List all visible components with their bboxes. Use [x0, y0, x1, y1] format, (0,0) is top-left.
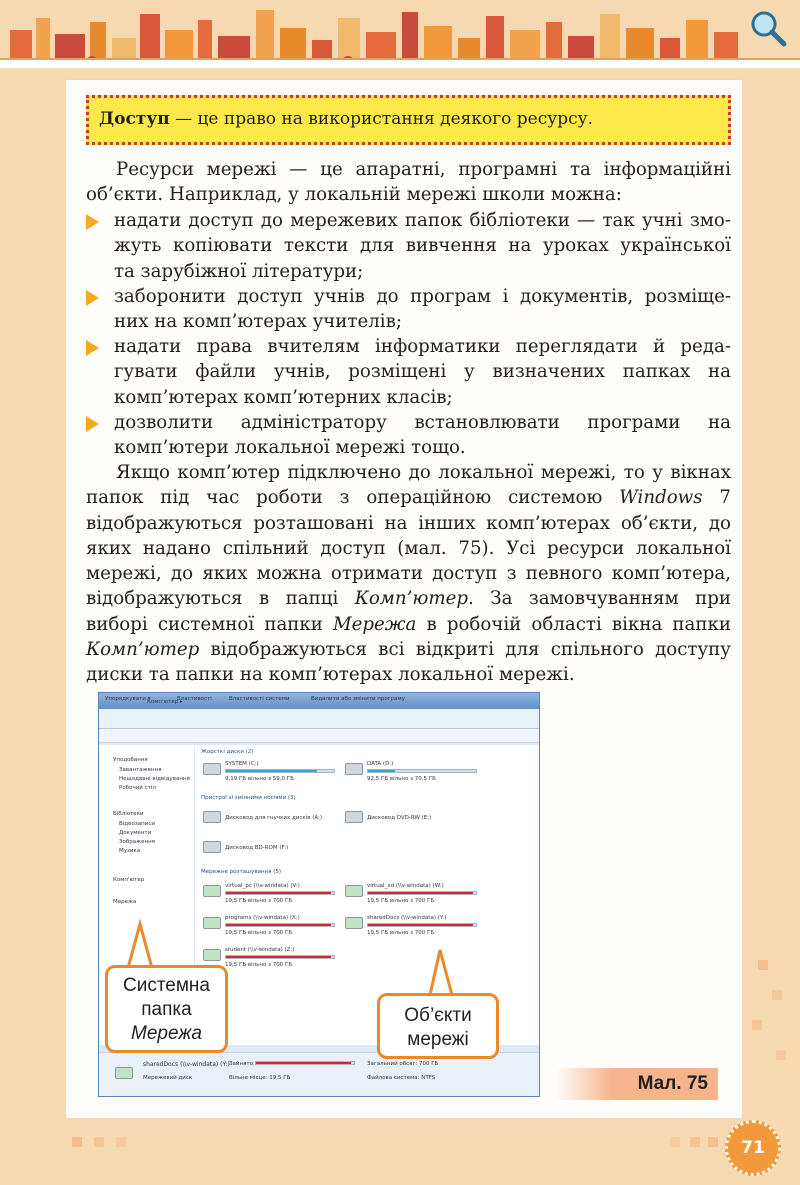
network-drive-label: student (\\v-windata) (Z:): [225, 947, 295, 953]
callout-line: папка: [141, 999, 192, 1020]
bullet-3-line-1: надати права вчителям інформатики переглядати й реда-: [114, 336, 731, 357]
bullet-1-line-2: жуть копіювати тексти для вивчення на уроках української: [114, 235, 731, 257]
callout-line: Об’єкти: [404, 1005, 472, 1026]
network-drive-label: virtual_pc (\\v-windata) (V:): [225, 883, 300, 889]
drive-free: 9,19 ГБ вільно з 59,0 ГБ: [225, 776, 294, 782]
decor-square: [94, 1137, 104, 1147]
decor-square: [670, 1137, 680, 1147]
nav-item: Мережа: [113, 899, 137, 905]
nav-item: Музика: [119, 848, 141, 854]
drive-label: SYSTEM (C:): [225, 761, 259, 767]
decor-square: [752, 1020, 762, 1030]
callout-line: Системна: [122, 975, 210, 996]
nav-item: Зображення: [119, 839, 155, 845]
page-number-badge: 71: [725, 1120, 781, 1176]
network-drive-free: 19,5 ГБ вільно з 700 ГБ: [367, 930, 435, 936]
drive-label: DATA (D:): [367, 761, 394, 767]
network-drive-free: 19,5 ГБ вільно з 700 ГБ: [225, 962, 293, 968]
bullet-2-line-1: заборонити доступ учнів до програм і документів, розміще-: [114, 286, 731, 307]
status-fs: Файлова система: NTFS: [367, 1075, 436, 1081]
decor-square: [772, 990, 782, 1000]
folder-computer: Комп’ютер: [354, 588, 469, 610]
nav-item: Уподобання: [113, 757, 148, 763]
toolbar-item: Упорядкувати ▾: [105, 696, 151, 702]
figure-caption: Мал. 75: [556, 1068, 718, 1100]
status-total: Загальний обсяг: 700 ГБ: [367, 1061, 439, 1067]
nav-item: Бібліотеки: [113, 811, 144, 817]
network-drive-label: programs (\\v-windata) (X:): [225, 915, 300, 921]
network-drive-free: 19,5 ГБ вільно з 700 ГБ: [225, 898, 293, 904]
bullet-3-line-2: гувати файли учнів, розміщені у визначених папках на: [114, 361, 731, 383]
nav-item: Відеозаписи: [119, 821, 155, 827]
callout-network-objects: [377, 993, 499, 1059]
nav-item: Нещодавні відвідування: [119, 776, 190, 782]
connector-right: [430, 950, 452, 995]
callout-system-folder: [105, 965, 228, 1053]
status-used: Зайнято:: [229, 1061, 255, 1067]
para-text-1: Якщо комп’ютер підключено до локальної мережі, то у вікнах папок під час роботи з операційною системою: [86, 462, 731, 509]
bullet-1-line-1: надати доступ до мережевих папок бібліотеки — так учні змо-: [114, 210, 731, 231]
para-text-4: в робочій області вікна папки: [416, 613, 731, 635]
decor-square: [776, 1050, 786, 1060]
network-drive-label: sharedDocs (\\v-windata) (Y:): [367, 915, 447, 921]
intro-line-2: об’єкти. Наприклад, у локальній мережі школи можна:: [86, 184, 622, 206]
bullet-1-line-3: та зарубіжної літератури;: [114, 260, 364, 282]
nav-item: Документи: [119, 830, 152, 836]
para-text-3: . За замовчуванням при виборі системної папки: [86, 588, 731, 635]
bullet-3-line-3: комп’ютерах комп’ютерних класів;: [114, 386, 453, 408]
network-drive-free: 19,5 ГБ вільно з 700 ГБ: [367, 898, 435, 904]
network-drive-free: 19,5 ГБ вільно з 700 ГБ: [225, 930, 293, 936]
decor-square: [708, 1137, 718, 1147]
device-label: Дисковод BD-ROM (F:): [225, 845, 289, 851]
decor-square: [72, 1137, 82, 1147]
group-header: Жорсткі диски (2): [201, 749, 254, 755]
definition-term: Доступ: [99, 109, 170, 129]
device-label: Дисковод для гнучких дисків (A:): [225, 815, 323, 821]
toolbar-item: Властивості системи: [229, 696, 290, 702]
nav-item: Комп'ютер: [113, 877, 145, 883]
toolbar-item: Видалити або змінити програму: [311, 696, 405, 702]
decor-square: [116, 1137, 126, 1147]
group-header: Мережне розташування (5): [201, 869, 281, 875]
toolbar-item: Властивості: [177, 696, 212, 702]
network-drive-label: virtual_xd (\\v-windata) (W:): [367, 883, 444, 889]
para-text-2: 7 відображуються розташовані на інших комп’ютерах об’єкти, до яких надано спільний доступ (мал. 75). Усі ресурси локальної мережі, до яких можна отримати доступ з певного комп’ютера, відображуються в папці: [86, 487, 731, 610]
callout-line: мережі: [407, 1029, 469, 1050]
callout-line: Мережа: [131, 1023, 202, 1044]
status-free: Вільне місце: 19,5 ГБ: [229, 1075, 291, 1081]
bullet-2-line-2: них на комп’ютерах учителів;: [114, 311, 402, 333]
nav-item: Завантаження: [119, 767, 162, 773]
para-text-5: відображуються всі відкриті для спільного доступу диски та папки на комп’ютерах локальної мережі.: [86, 639, 731, 686]
folder-network: Мережа: [333, 613, 417, 635]
intro-line-1: Ресурси мережі — це апаратні, програмні та інформаційні: [116, 159, 731, 180]
drive-free: 92,5 ГБ вільно з 70,5 ГБ: [367, 776, 436, 782]
decor-square: [690, 1137, 700, 1147]
bullet-4-line-2: комп’ютери локальної мережі тощо.: [114, 437, 466, 459]
connector-left: [128, 924, 152, 968]
decor-square: [758, 960, 768, 970]
nav-item: Робочий стіл: [119, 785, 156, 791]
group-header: Пристрої зі змінними носіями (3): [201, 795, 296, 801]
status-type: Мережевий диск: [143, 1075, 193, 1081]
device-label: Дисковод DVD-RW (E:): [367, 815, 432, 821]
os-name: Windows: [619, 487, 703, 509]
definition-text: — це право на використання деякого ресурсу.: [169, 109, 594, 129]
address-text: Комп'ютер ▸: [147, 699, 183, 705]
status-name: sharedDocs (\\v-windata) (Y:): [143, 1061, 230, 1068]
folder-computer-2: Комп’ютер: [86, 639, 200, 661]
bullet-4-line-1: дозволити адміністратору встановлювати програми на: [114, 412, 731, 433]
